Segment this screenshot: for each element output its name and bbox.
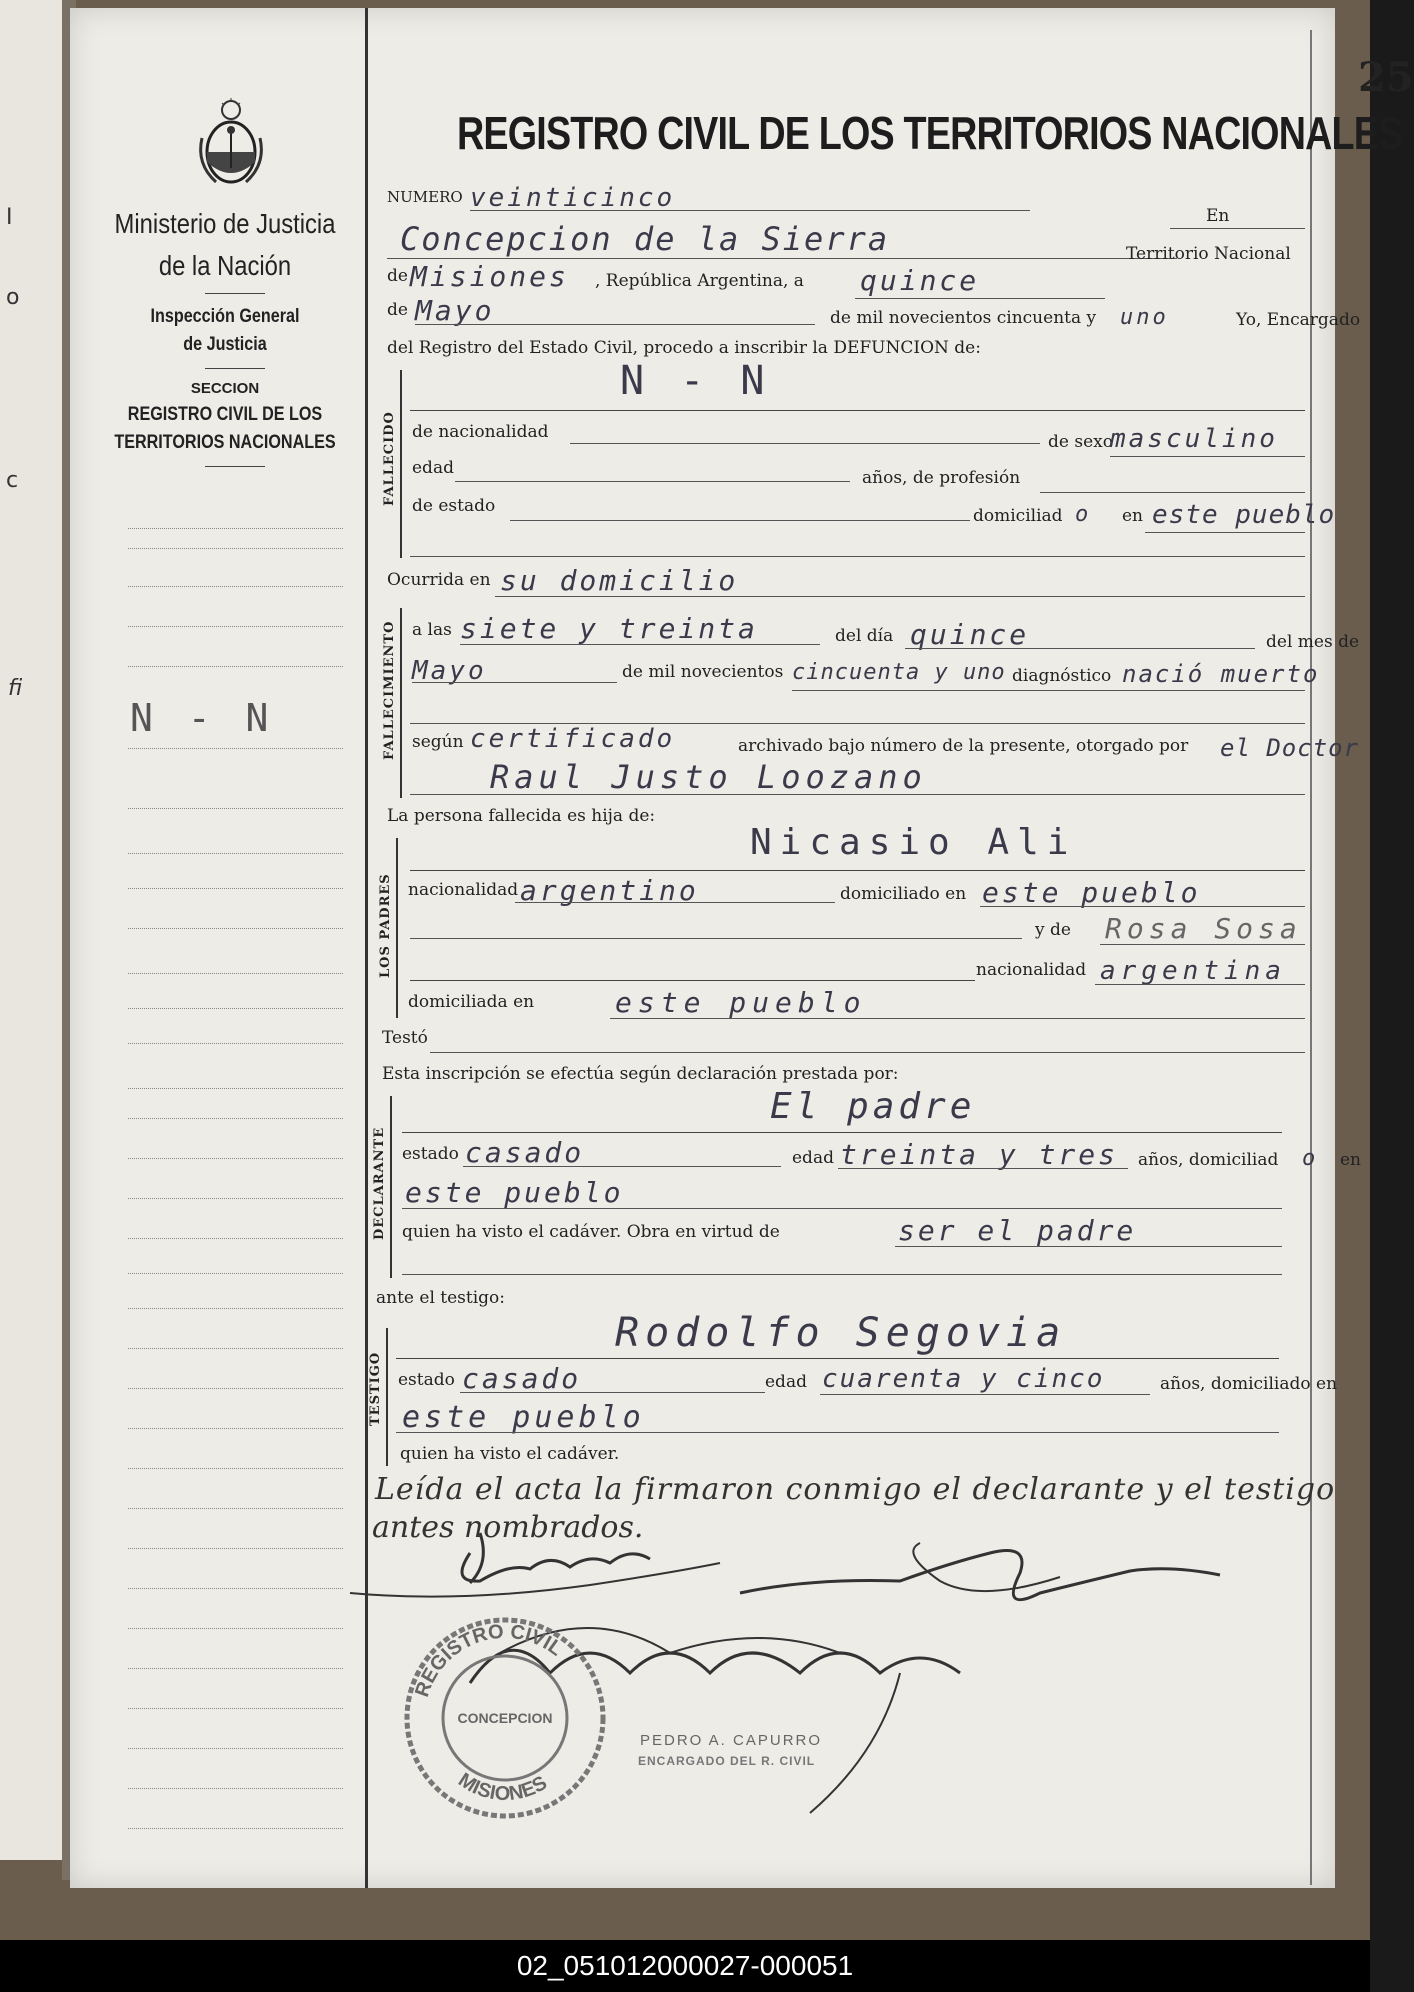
ministry-column xyxy=(70,8,368,1888)
anios-label: años, domiciliad xyxy=(1138,1150,1279,1170)
register-page xyxy=(70,8,1414,1888)
estado-label: de estado xyxy=(412,496,496,516)
de-label: de xyxy=(387,300,408,320)
profesion-label: años, de profesión xyxy=(862,468,1021,488)
section-bracket xyxy=(390,1096,392,1278)
fill-line xyxy=(430,1052,1305,1053)
en-label: en xyxy=(1122,506,1144,526)
domiciliad-suffix: o xyxy=(1302,1146,1319,1171)
section-bracket xyxy=(396,838,398,1018)
declarante-domicilio: este pueblo xyxy=(405,1176,624,1209)
svg-text:MISIONES xyxy=(454,1769,551,1805)
certificado-value: certificado xyxy=(470,724,676,754)
fill-line xyxy=(396,1358,1279,1359)
divider xyxy=(205,293,265,294)
fill-line xyxy=(1110,456,1305,457)
stamp-center-text: CONCEPCION xyxy=(457,1710,553,1726)
fill-line xyxy=(1040,492,1305,493)
mes-value: Mayo xyxy=(412,656,487,686)
fill-line xyxy=(410,870,1305,871)
edad-label: edad xyxy=(792,1148,834,1168)
ministry-name-line2: de la Nación xyxy=(158,250,292,281)
place-value: Concepcion de la Sierra xyxy=(400,220,890,258)
archivado-label: archivado bajo número de la presente, otorgado por xyxy=(738,736,1189,756)
domiciliad-label: domiciliad xyxy=(973,506,1063,526)
dia-value: quince xyxy=(910,618,1030,651)
declarante-intro: Esta inscripción se efectúa según declaración prestada por: xyxy=(382,1064,899,1084)
ministry-name-line1: Ministerio de Justicia xyxy=(114,208,336,239)
section-line2: TERRITORIOS NACIONALES xyxy=(114,432,336,453)
fill-line xyxy=(855,298,1105,299)
numero-value: veinticinco xyxy=(470,183,676,213)
sexo-label: de sexo xyxy=(1048,432,1113,452)
closing-line1: Leída el acta la firmaron conmigo el declarante y el testigo xyxy=(375,1472,1336,1507)
ocurrida-label: Ocurrida en xyxy=(387,570,491,590)
fill-line xyxy=(387,258,1177,259)
fill-line xyxy=(510,520,970,521)
section-line1: REGISTRO CIVIL DE LOS xyxy=(127,404,323,425)
padres-side-label: LOS PADRES xyxy=(378,873,393,978)
estado-label: estado xyxy=(398,1370,455,1390)
del-mes-label: del mes de xyxy=(1266,632,1360,652)
stamp-bottom-text: MISIONES xyxy=(454,1768,551,1806)
de-label: de xyxy=(387,266,408,286)
section-label: SECCION xyxy=(190,380,260,397)
visto-label: quien ha visto el cadáver. Obra en virtud de xyxy=(402,1222,780,1242)
fill-line xyxy=(455,481,850,482)
closing-line2: antes nombrados. xyxy=(372,1510,644,1545)
section-bracket xyxy=(400,370,402,558)
en-label: En xyxy=(1206,206,1230,226)
segun-label: según xyxy=(412,732,464,752)
estado-value: casado xyxy=(465,1136,585,1169)
divider xyxy=(205,466,265,467)
encargado-label: Yo, Encargado xyxy=(1236,310,1361,330)
prev-page-fragment: o xyxy=(6,285,20,310)
fallecimiento-side-label: FALLECIMIENTO xyxy=(382,620,397,760)
estado-label: estado xyxy=(402,1144,459,1164)
fill-line xyxy=(792,690,1305,691)
doctor-value: Raul Justo Loozano xyxy=(490,758,927,796)
fill-line xyxy=(515,902,835,903)
a-las-label: a las xyxy=(412,620,452,640)
testigo-name: Rodolfo Segovia xyxy=(615,1310,1067,1356)
fill-line xyxy=(410,556,1305,557)
edad-value: cuarenta y cinco xyxy=(822,1364,1105,1394)
territorio-label: Territorio Nacional xyxy=(1126,244,1291,264)
officer-title: ENCARGADO DEL R. CIVIL xyxy=(638,1754,816,1768)
fill-line xyxy=(570,443,1040,444)
padre-name: Nicasio Ali xyxy=(750,822,1077,863)
domiciliada-label: domiciliada en xyxy=(408,992,535,1012)
inspection-line2: de Justicia xyxy=(183,334,267,355)
domicilio-value: este pueblo xyxy=(1152,500,1336,530)
fill-line xyxy=(415,324,815,325)
prev-page-fragment: fi xyxy=(8,676,23,701)
fill-line xyxy=(410,794,1305,795)
nacionalidad-label: de nacionalidad xyxy=(412,422,549,442)
image-id-footer: 02_051012000027-000051 xyxy=(0,1940,1370,1992)
fill-line xyxy=(610,1018,1305,1019)
prev-page-fragment: I xyxy=(6,205,13,230)
anio-value: cincuenta y uno xyxy=(792,660,1006,685)
margin-note: N - N xyxy=(130,696,275,740)
republica-label: , República Argentina, a xyxy=(595,271,804,291)
ocurrida-value: su domicilio xyxy=(500,564,739,597)
anio-value: uno xyxy=(1120,305,1169,330)
previous-page-edge xyxy=(0,0,65,1860)
fill-line xyxy=(460,1392,765,1393)
fill-line xyxy=(402,1132,1282,1133)
fill-line xyxy=(470,210,1030,211)
fill-line xyxy=(838,1168,1128,1169)
fill-line xyxy=(1095,984,1305,985)
diagnostico-value: nació muerto xyxy=(1122,660,1320,688)
fill-line xyxy=(980,906,1305,907)
fill-line xyxy=(905,648,1255,649)
otorgado-value: el Doctor xyxy=(1220,734,1360,762)
prev-page-fragment: c xyxy=(6,468,19,493)
territorio-value: Misiones xyxy=(410,260,569,293)
estado-value: casado xyxy=(462,1362,582,1395)
fill-line xyxy=(460,644,820,645)
virtud-value: ser el padre xyxy=(898,1214,1137,1247)
numero-label: NUMERO xyxy=(387,188,463,206)
stamp-ring-text: REGISTRO CIVIL xyxy=(411,1620,567,1700)
fill-line xyxy=(396,1432,1279,1433)
sexo-value: masculino xyxy=(1110,424,1278,454)
section-bracket xyxy=(386,1328,388,1466)
registry-stamp-icon xyxy=(400,1613,610,1823)
anios-label: años, domiciliado en xyxy=(1160,1374,1338,1394)
fill-line xyxy=(410,938,1022,939)
testigo-side-label: TESTIGO xyxy=(368,1351,383,1426)
padre-domicilio: este pueblo xyxy=(982,876,1201,909)
section-bracket xyxy=(400,608,402,798)
mes-value: Mayo xyxy=(415,294,495,327)
testigo-domicilio: este pueblo xyxy=(402,1400,645,1435)
svg-text:REGISTRO CIVIL xyxy=(411,1621,566,1700)
fill-line xyxy=(1100,944,1305,945)
testo-label: Testó xyxy=(382,1028,428,1048)
fill-line xyxy=(402,1274,1282,1275)
padre-nacionalidad: argentino xyxy=(520,874,699,907)
divider xyxy=(205,368,265,369)
fill-line xyxy=(412,682,617,683)
madre-name: Rosa Sosa xyxy=(1105,912,1302,945)
fill-line xyxy=(820,1394,1150,1395)
fallecido-side-label: FALLECIDO xyxy=(382,411,397,506)
officer-name: PEDRO A. CAPURRO xyxy=(640,1732,823,1749)
fill-line xyxy=(895,1246,1282,1247)
diagnostico-label: diagnóstico xyxy=(1012,666,1112,686)
hora-value: siete y treinta xyxy=(460,612,758,645)
domiciliad-suffix: o xyxy=(1075,502,1092,527)
madre-domicilio: este pueblo xyxy=(615,986,867,1019)
anio-label: de mil novecientos xyxy=(622,662,784,682)
fill-line xyxy=(1170,228,1305,229)
fill-line xyxy=(410,410,1305,411)
fill-line xyxy=(410,980,975,981)
dia-value: quince xyxy=(860,264,980,297)
nacionalidad-label: nacionalidad xyxy=(408,880,519,900)
fill-line xyxy=(463,1166,781,1167)
edad-value: treinta y tres xyxy=(840,1138,1119,1171)
fill-line xyxy=(495,596,1305,597)
en-label: en xyxy=(1340,1150,1362,1170)
testigo-intro: ante el testigo: xyxy=(376,1288,506,1308)
edad-label: edad xyxy=(765,1372,807,1392)
anio-label: de mil novecientos cincuenta y xyxy=(830,308,1097,328)
page-number: 25 xyxy=(1358,54,1414,101)
registro-label: del Registro del Estado Civil, procedo a inscribir la DEFUNCION de: xyxy=(387,338,981,358)
madre-nacionalidad-label: nacionalidad xyxy=(976,960,1087,980)
del-dia-label: del día xyxy=(835,626,894,646)
y-de-label: y de xyxy=(1035,920,1071,940)
madre-nacionalidad: argentina xyxy=(1100,956,1286,986)
padres-intro: La persona fallecida es hija de: xyxy=(387,806,656,826)
inspection-line1: Inspección General xyxy=(150,306,300,327)
edad-label: edad xyxy=(412,458,454,478)
fill-line xyxy=(1145,532,1305,533)
declarante-side-label: DECLARANTE xyxy=(372,1126,387,1240)
fill-line xyxy=(402,1208,1282,1209)
argentine-coat-of-arms-icon xyxy=(196,98,266,190)
right-margin-line xyxy=(1310,30,1312,1885)
document-title: REGISTRO CIVIL DE LOS TERRITORIOS NACIONALES xyxy=(457,107,1403,159)
testigo-visto-label: quien ha visto el cadáver. xyxy=(400,1444,620,1464)
domiciliado-label: domiciliado en xyxy=(840,884,967,904)
fallecido-name: N - N xyxy=(620,358,771,404)
declarante-name: El padre xyxy=(770,1086,976,1127)
